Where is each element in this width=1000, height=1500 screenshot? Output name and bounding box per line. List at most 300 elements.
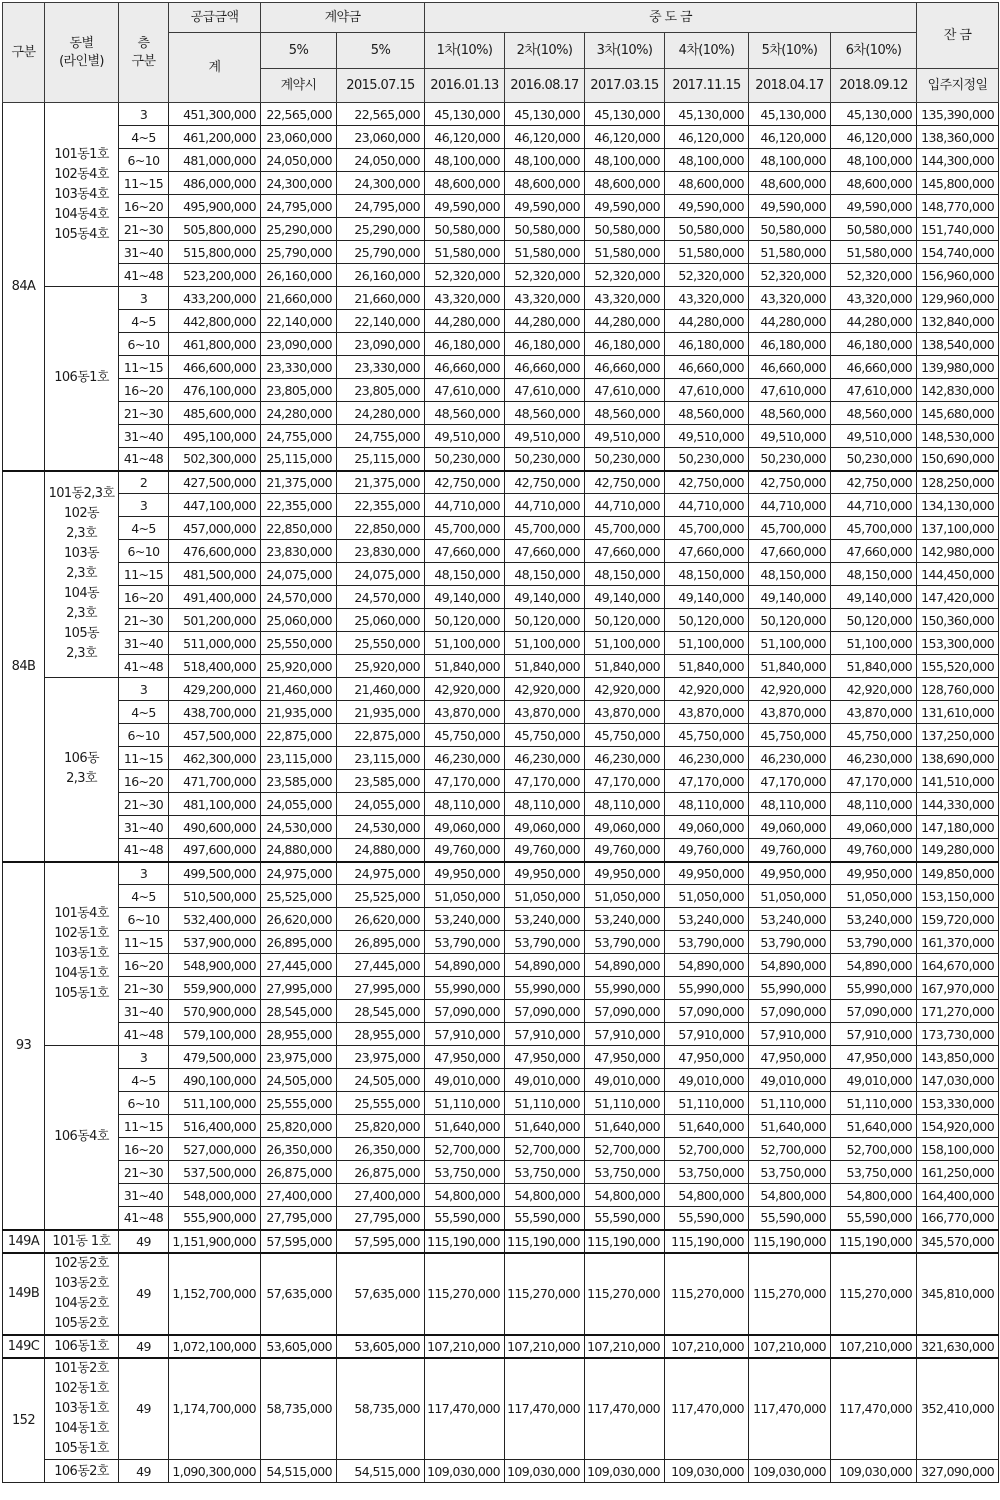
middle-payment-cell: 46,660,000 <box>665 356 749 379</box>
contract-cell: 21,935,000 <box>261 701 337 724</box>
middle-payment-cell: 46,660,000 <box>749 356 831 379</box>
balance-cell: 153,150,000 <box>917 885 999 908</box>
floor-cell: 41~48 <box>119 264 169 287</box>
floor-cell: 31~40 <box>119 1000 169 1023</box>
header-middle-date: 2018.04.17 <box>749 69 831 103</box>
table-row <box>3 724 999 747</box>
header-middle-date: 2016.01.13 <box>425 69 505 103</box>
contract-cell: 23,830,000 <box>261 540 337 563</box>
middle-payment-cell: 46,120,000 <box>665 126 749 149</box>
dong-cell: 101동 1호 <box>45 1230 119 1253</box>
supply-total-cell: 1,090,300,000 <box>169 1460 261 1483</box>
balance-cell: 131,610,000 <box>917 701 999 724</box>
middle-payment-cell: 55,990,000 <box>505 977 585 1000</box>
balance-cell: 138,690,000 <box>917 747 999 770</box>
contract-cell: 23,975,000 <box>337 1046 425 1069</box>
middle-payment-cell: 50,230,000 <box>831 448 917 471</box>
header-supply-total: 공급금액 <box>169 3 261 33</box>
middle-payment-cell: 51,640,000 <box>425 1115 505 1138</box>
middle-payment-cell: 46,660,000 <box>505 356 585 379</box>
middle-payment-cell: 53,240,000 <box>831 908 917 931</box>
middle-payment-cell: 51,640,000 <box>749 1115 831 1138</box>
middle-payment-cell: 52,320,000 <box>585 264 665 287</box>
middle-payment-cell: 117,470,000 <box>749 1358 831 1460</box>
middle-payment-cell: 49,010,000 <box>505 1069 585 1092</box>
middle-payment-cell: 48,600,000 <box>425 172 505 195</box>
floor-cell: 6~10 <box>119 724 169 747</box>
middle-payment-cell: 48,600,000 <box>831 172 917 195</box>
supply-total-cell: 516,400,000 <box>169 1115 261 1138</box>
table-row <box>3 103 999 126</box>
middle-payment-cell: 42,920,000 <box>665 678 749 701</box>
supply-total-cell: 481,500,000 <box>169 563 261 586</box>
contract-cell: 57,635,000 <box>337 1253 425 1335</box>
contract-cell: 25,555,000 <box>261 1092 337 1115</box>
middle-payment-cell: 47,660,000 <box>665 540 749 563</box>
middle-payment-cell: 49,060,000 <box>505 816 585 839</box>
middle-payment-cell: 55,590,000 <box>425 1207 505 1230</box>
table-row <box>3 586 999 609</box>
middle-payment-cell: 42,750,000 <box>749 471 831 494</box>
type-cell: 84A <box>3 103 45 471</box>
header-middle: 중 도 금 <box>425 3 917 33</box>
middle-payment-cell: 50,120,000 <box>665 609 749 632</box>
floor-cell: 11~15 <box>119 931 169 954</box>
supply-total-cell: 505,800,000 <box>169 218 261 241</box>
middle-payment-cell: 50,120,000 <box>749 609 831 632</box>
balance-cell: 159,720,000 <box>917 908 999 931</box>
floor-cell: 49 <box>119 1358 169 1460</box>
balance-cell: 153,330,000 <box>917 1092 999 1115</box>
middle-payment-cell: 117,470,000 <box>831 1358 917 1460</box>
header-middle-pct: 6차(10%) <box>831 33 917 69</box>
middle-payment-cell: 47,660,000 <box>425 540 505 563</box>
dong-cell: 106동1호 <box>45 287 119 471</box>
floor-cell: 6~10 <box>119 1092 169 1115</box>
middle-payment-cell: 49,950,000 <box>505 862 585 885</box>
contract-cell: 25,060,000 <box>261 609 337 632</box>
table-row <box>3 701 999 724</box>
middle-payment-cell: 57,910,000 <box>585 1023 665 1046</box>
middle-payment-cell: 46,180,000 <box>749 333 831 356</box>
supply-total-cell: 461,800,000 <box>169 333 261 356</box>
middle-payment-cell: 45,130,000 <box>665 103 749 126</box>
middle-payment-cell: 48,100,000 <box>425 149 505 172</box>
balance-cell: 134,130,000 <box>917 494 999 517</box>
contract-cell: 27,400,000 <box>337 1184 425 1207</box>
middle-payment-cell: 51,110,000 <box>749 1092 831 1115</box>
middle-payment-cell: 49,140,000 <box>585 586 665 609</box>
header-middle-pct: 4차(10%) <box>665 33 749 69</box>
middle-payment-cell: 46,120,000 <box>585 126 665 149</box>
middle-payment-cell: 57,910,000 <box>749 1023 831 1046</box>
table-row <box>3 195 999 218</box>
dong-cell: 106동1호 <box>45 1335 119 1358</box>
contract-cell: 25,550,000 <box>337 632 425 655</box>
balance-cell: 171,270,000 <box>917 1000 999 1023</box>
balance-cell: 138,360,000 <box>917 126 999 149</box>
supply-total-cell: 501,200,000 <box>169 609 261 632</box>
middle-payment-cell: 51,100,000 <box>831 632 917 655</box>
middle-payment-cell: 46,180,000 <box>585 333 665 356</box>
table-row <box>3 126 999 149</box>
contract-cell: 23,115,000 <box>337 747 425 770</box>
contract-cell: 24,880,000 <box>261 839 337 862</box>
middle-payment-cell: 45,130,000 <box>585 103 665 126</box>
middle-payment-cell: 49,760,000 <box>585 839 665 862</box>
middle-payment-cell: 50,580,000 <box>831 218 917 241</box>
contract-cell: 58,735,000 <box>261 1358 337 1460</box>
middle-payment-cell: 50,580,000 <box>425 218 505 241</box>
middle-payment-cell: 42,750,000 <box>665 471 749 494</box>
contract-cell: 25,115,000 <box>261 448 337 471</box>
middle-payment-cell: 45,750,000 <box>505 724 585 747</box>
middle-payment-cell: 49,760,000 <box>749 839 831 862</box>
supply-total-cell: 451,300,000 <box>169 103 261 126</box>
middle-payment-cell: 57,090,000 <box>585 1000 665 1023</box>
table-row <box>3 425 999 448</box>
middle-payment-cell: 55,590,000 <box>831 1207 917 1230</box>
supply-total-cell: 523,200,000 <box>169 264 261 287</box>
floor-cell: 4~5 <box>119 310 169 333</box>
contract-cell: 22,140,000 <box>261 310 337 333</box>
table-row <box>3 1069 999 1092</box>
table-row <box>3 402 999 425</box>
middle-payment-cell: 50,580,000 <box>749 218 831 241</box>
table-row <box>3 1230 999 1253</box>
middle-payment-cell: 55,590,000 <box>505 1207 585 1230</box>
floor-cell: 3 <box>119 287 169 310</box>
middle-payment-cell: 49,590,000 <box>505 195 585 218</box>
middle-payment-cell: 48,560,000 <box>585 402 665 425</box>
table-row <box>3 218 999 241</box>
middle-payment-cell: 47,660,000 <box>831 540 917 563</box>
middle-payment-cell: 117,470,000 <box>425 1358 505 1460</box>
contract-cell: 25,550,000 <box>261 632 337 655</box>
supply-total-cell: 462,300,000 <box>169 747 261 770</box>
middle-payment-cell: 48,600,000 <box>585 172 665 195</box>
contract-cell: 24,530,000 <box>261 816 337 839</box>
middle-payment-cell: 54,890,000 <box>831 954 917 977</box>
middle-payment-cell: 51,580,000 <box>425 241 505 264</box>
balance-cell: 327,090,000 <box>917 1460 999 1483</box>
middle-payment-cell: 49,060,000 <box>585 816 665 839</box>
middle-payment-cell: 47,170,000 <box>831 770 917 793</box>
middle-payment-cell: 48,560,000 <box>505 402 585 425</box>
balance-cell: 164,400,000 <box>917 1184 999 1207</box>
middle-payment-cell: 47,170,000 <box>505 770 585 793</box>
contract-cell: 25,290,000 <box>337 218 425 241</box>
middle-payment-cell: 115,190,000 <box>425 1230 505 1253</box>
supply-total-cell: 1,072,100,000 <box>169 1335 261 1358</box>
middle-payment-cell: 50,120,000 <box>585 609 665 632</box>
middle-payment-cell: 47,950,000 <box>505 1046 585 1069</box>
middle-payment-cell: 107,210,000 <box>585 1335 665 1358</box>
middle-payment-cell: 51,840,000 <box>749 655 831 678</box>
balance-cell: 167,970,000 <box>917 977 999 1000</box>
table-row <box>3 770 999 793</box>
balance-cell: 132,840,000 <box>917 310 999 333</box>
supply-total-cell: 447,100,000 <box>169 494 261 517</box>
middle-payment-cell: 47,660,000 <box>749 540 831 563</box>
middle-payment-cell: 47,170,000 <box>665 770 749 793</box>
contract-cell: 25,115,000 <box>337 448 425 471</box>
supply-total-cell: 476,600,000 <box>169 540 261 563</box>
contract-cell: 24,570,000 <box>261 586 337 609</box>
middle-payment-cell: 115,190,000 <box>749 1230 831 1253</box>
contract-cell: 25,820,000 <box>337 1115 425 1138</box>
supply-total-cell: 1,151,900,000 <box>169 1230 261 1253</box>
balance-cell: 143,850,000 <box>917 1046 999 1069</box>
floor-cell: 3 <box>119 862 169 885</box>
supply-total-cell: 548,000,000 <box>169 1184 261 1207</box>
middle-payment-cell: 42,750,000 <box>585 471 665 494</box>
middle-payment-cell: 45,700,000 <box>425 517 505 540</box>
supply-total-cell: 486,000,000 <box>169 172 261 195</box>
contract-cell: 24,075,000 <box>261 563 337 586</box>
floor-cell: 6~10 <box>119 333 169 356</box>
middle-payment-cell: 49,760,000 <box>425 839 505 862</box>
contract-cell: 28,545,000 <box>337 1000 425 1023</box>
middle-payment-cell: 49,510,000 <box>831 425 917 448</box>
middle-payment-cell: 51,840,000 <box>831 655 917 678</box>
floor-cell: 6~10 <box>119 540 169 563</box>
floor-cell: 3 <box>119 678 169 701</box>
middle-payment-cell: 50,580,000 <box>585 218 665 241</box>
balance-cell: 161,250,000 <box>917 1161 999 1184</box>
type-cell: 149B <box>3 1253 45 1335</box>
contract-cell: 53,605,000 <box>337 1335 425 1358</box>
middle-payment-cell: 43,320,000 <box>749 287 831 310</box>
floor-cell: 3 <box>119 1046 169 1069</box>
header-middle-pct: 2차(10%) <box>505 33 585 69</box>
contract-cell: 24,280,000 <box>337 402 425 425</box>
contract-cell: 26,350,000 <box>337 1138 425 1161</box>
contract-cell: 24,570,000 <box>337 586 425 609</box>
middle-payment-cell: 53,790,000 <box>585 931 665 954</box>
middle-payment-cell: 45,700,000 <box>665 517 749 540</box>
balance-cell: 145,680,000 <box>917 402 999 425</box>
header-contract-date: 2015.07.15 <box>337 69 425 103</box>
contract-cell: 24,505,000 <box>261 1069 337 1092</box>
balance-cell: 129,960,000 <box>917 287 999 310</box>
contract-cell: 24,075,000 <box>337 563 425 586</box>
middle-payment-cell: 45,700,000 <box>505 517 585 540</box>
contract-cell: 23,115,000 <box>261 747 337 770</box>
floor-cell: 21~30 <box>119 793 169 816</box>
middle-payment-cell: 49,140,000 <box>665 586 749 609</box>
middle-payment-cell: 54,890,000 <box>665 954 749 977</box>
supply-total-cell: 461,200,000 <box>169 126 261 149</box>
middle-payment-cell: 47,950,000 <box>749 1046 831 1069</box>
middle-payment-cell: 49,950,000 <box>749 862 831 885</box>
middle-payment-cell: 46,660,000 <box>585 356 665 379</box>
contract-cell: 26,160,000 <box>261 264 337 287</box>
floor-cell: 41~48 <box>119 1207 169 1230</box>
middle-payment-cell: 49,510,000 <box>665 425 749 448</box>
contract-cell: 28,955,000 <box>261 1023 337 1046</box>
dong-cell: 101동1호 102동4호 103동4호 104동4호 105동4호 <box>45 103 119 287</box>
middle-payment-cell: 43,870,000 <box>749 701 831 724</box>
middle-payment-cell: 57,910,000 <box>425 1023 505 1046</box>
table-row <box>3 862 999 885</box>
dong-cell: 102동2호 103동2호 104동2호 105동2호 <box>45 1253 119 1335</box>
type-cell: 149C <box>3 1335 45 1358</box>
floor-cell: 4~5 <box>119 1069 169 1092</box>
middle-payment-cell: 50,230,000 <box>665 448 749 471</box>
middle-payment-cell: 42,920,000 <box>749 678 831 701</box>
floor-cell: 49 <box>119 1230 169 1253</box>
middle-payment-cell: 46,230,000 <box>749 747 831 770</box>
contract-cell: 24,050,000 <box>261 149 337 172</box>
contract-cell: 26,620,000 <box>337 908 425 931</box>
dong-cell: 101동2호 102동1호 103동1호 104동1호 105동1호 <box>45 1358 119 1460</box>
contract-cell: 26,895,000 <box>337 931 425 954</box>
contract-cell: 25,555,000 <box>337 1092 425 1115</box>
middle-payment-cell: 50,230,000 <box>505 448 585 471</box>
contract-cell: 21,460,000 <box>337 678 425 701</box>
contract-cell: 23,975,000 <box>261 1046 337 1069</box>
middle-payment-cell: 51,050,000 <box>425 885 505 908</box>
middle-payment-cell: 115,270,000 <box>665 1253 749 1335</box>
middle-payment-cell: 107,210,000 <box>831 1335 917 1358</box>
supply-total-cell: 476,100,000 <box>169 379 261 402</box>
balance-cell: 153,300,000 <box>917 632 999 655</box>
supply-total-cell: 1,174,700,000 <box>169 1358 261 1460</box>
table-row <box>3 655 999 678</box>
middle-payment-cell: 42,920,000 <box>585 678 665 701</box>
middle-payment-cell: 48,150,000 <box>505 563 585 586</box>
middle-payment-cell: 115,190,000 <box>665 1230 749 1253</box>
middle-payment-cell: 48,150,000 <box>831 563 917 586</box>
floor-cell: 21~30 <box>119 218 169 241</box>
contract-cell: 25,290,000 <box>261 218 337 241</box>
middle-payment-cell: 57,090,000 <box>425 1000 505 1023</box>
contract-cell: 22,875,000 <box>337 724 425 747</box>
supply-total-cell: 438,700,000 <box>169 701 261 724</box>
middle-payment-cell: 54,800,000 <box>585 1184 665 1207</box>
contract-cell: 24,300,000 <box>337 172 425 195</box>
supply-total-cell: 532,400,000 <box>169 908 261 931</box>
contract-cell: 26,895,000 <box>261 931 337 954</box>
middle-payment-cell: 54,890,000 <box>505 954 585 977</box>
supply-total-cell: 481,000,000 <box>169 149 261 172</box>
middle-payment-cell: 47,950,000 <box>831 1046 917 1069</box>
floor-cell: 49 <box>119 1335 169 1358</box>
dong-cell: 106동 2,3호 <box>45 678 119 862</box>
middle-payment-cell: 47,610,000 <box>831 379 917 402</box>
floor-cell: 16~20 <box>119 1138 169 1161</box>
supply-total-cell: 537,900,000 <box>169 931 261 954</box>
middle-payment-cell: 49,010,000 <box>585 1069 665 1092</box>
middle-payment-cell: 53,750,000 <box>665 1161 749 1184</box>
balance-cell: 142,830,000 <box>917 379 999 402</box>
middle-payment-cell: 45,750,000 <box>425 724 505 747</box>
middle-payment-cell: 54,800,000 <box>665 1184 749 1207</box>
type-cell: 93 <box>3 862 45 1230</box>
middle-payment-cell: 52,700,000 <box>665 1138 749 1161</box>
table-row <box>3 448 999 471</box>
floor-cell: 31~40 <box>119 241 169 264</box>
balance-cell: 173,730,000 <box>917 1023 999 1046</box>
contract-cell: 22,355,000 <box>337 494 425 517</box>
middle-payment-cell: 47,170,000 <box>425 770 505 793</box>
middle-payment-cell: 43,320,000 <box>585 287 665 310</box>
middle-payment-cell: 117,470,000 <box>505 1358 585 1460</box>
floor-cell: 11~15 <box>119 747 169 770</box>
middle-payment-cell: 49,510,000 <box>749 425 831 448</box>
balance-cell: 145,800,000 <box>917 172 999 195</box>
contract-cell: 22,565,000 <box>261 103 337 126</box>
header-middle-pct: 5차(10%) <box>749 33 831 69</box>
balance-cell: 154,920,000 <box>917 1115 999 1138</box>
contract-cell: 21,660,000 <box>337 287 425 310</box>
contract-cell: 21,460,000 <box>261 678 337 701</box>
supply-total-cell: 466,600,000 <box>169 356 261 379</box>
middle-payment-cell: 49,590,000 <box>425 195 505 218</box>
middle-payment-cell: 115,190,000 <box>505 1230 585 1253</box>
middle-payment-cell: 53,750,000 <box>585 1161 665 1184</box>
middle-payment-cell: 49,950,000 <box>585 862 665 885</box>
contract-cell: 22,875,000 <box>261 724 337 747</box>
floor-cell: 21~30 <box>119 402 169 425</box>
floor-cell: 16~20 <box>119 770 169 793</box>
supply-total-cell: 457,500,000 <box>169 724 261 747</box>
floor-cell: 16~20 <box>119 379 169 402</box>
contract-cell: 27,445,000 <box>337 954 425 977</box>
contract-cell: 26,160,000 <box>337 264 425 287</box>
floor-cell: 2 <box>119 471 169 494</box>
payment-schedule-table <box>2 2 999 1483</box>
contract-cell: 22,355,000 <box>261 494 337 517</box>
balance-cell: 141,510,000 <box>917 770 999 793</box>
middle-payment-cell: 53,240,000 <box>425 908 505 931</box>
middle-payment-cell: 46,180,000 <box>425 333 505 356</box>
middle-payment-cell: 49,760,000 <box>505 839 585 862</box>
table-row <box>3 517 999 540</box>
supply-total-cell: 579,100,000 <box>169 1023 261 1046</box>
middle-payment-cell: 51,050,000 <box>831 885 917 908</box>
middle-payment-cell: 45,700,000 <box>585 517 665 540</box>
middle-payment-cell: 50,230,000 <box>749 448 831 471</box>
floor-cell: 4~5 <box>119 701 169 724</box>
table-row <box>3 1046 999 1069</box>
dong-cell: 101동4호 102동1호 103동1호 104동1호 105동1호 <box>45 862 119 1046</box>
supply-total-cell: 427,500,000 <box>169 471 261 494</box>
middle-payment-cell: 55,590,000 <box>665 1207 749 1230</box>
floor-cell: 3 <box>119 494 169 517</box>
middle-payment-cell: 42,750,000 <box>831 471 917 494</box>
table-row <box>3 632 999 655</box>
middle-payment-cell: 48,600,000 <box>505 172 585 195</box>
middle-payment-cell: 109,030,000 <box>505 1460 585 1483</box>
middle-payment-cell: 51,110,000 <box>585 1092 665 1115</box>
middle-payment-cell: 47,170,000 <box>585 770 665 793</box>
header-contract: 계약금 <box>261 3 425 33</box>
contract-cell: 24,505,000 <box>337 1069 425 1092</box>
balance-cell: 144,330,000 <box>917 793 999 816</box>
contract-cell: 25,820,000 <box>261 1115 337 1138</box>
middle-payment-cell: 51,640,000 <box>831 1115 917 1138</box>
middle-payment-cell: 53,240,000 <box>505 908 585 931</box>
table-row <box>3 1207 999 1230</box>
middle-payment-cell: 51,110,000 <box>505 1092 585 1115</box>
balance-cell: 154,740,000 <box>917 241 999 264</box>
contract-cell: 25,060,000 <box>337 609 425 632</box>
middle-payment-cell: 51,050,000 <box>505 885 585 908</box>
contract-cell: 27,445,000 <box>261 954 337 977</box>
middle-payment-cell: 57,090,000 <box>831 1000 917 1023</box>
